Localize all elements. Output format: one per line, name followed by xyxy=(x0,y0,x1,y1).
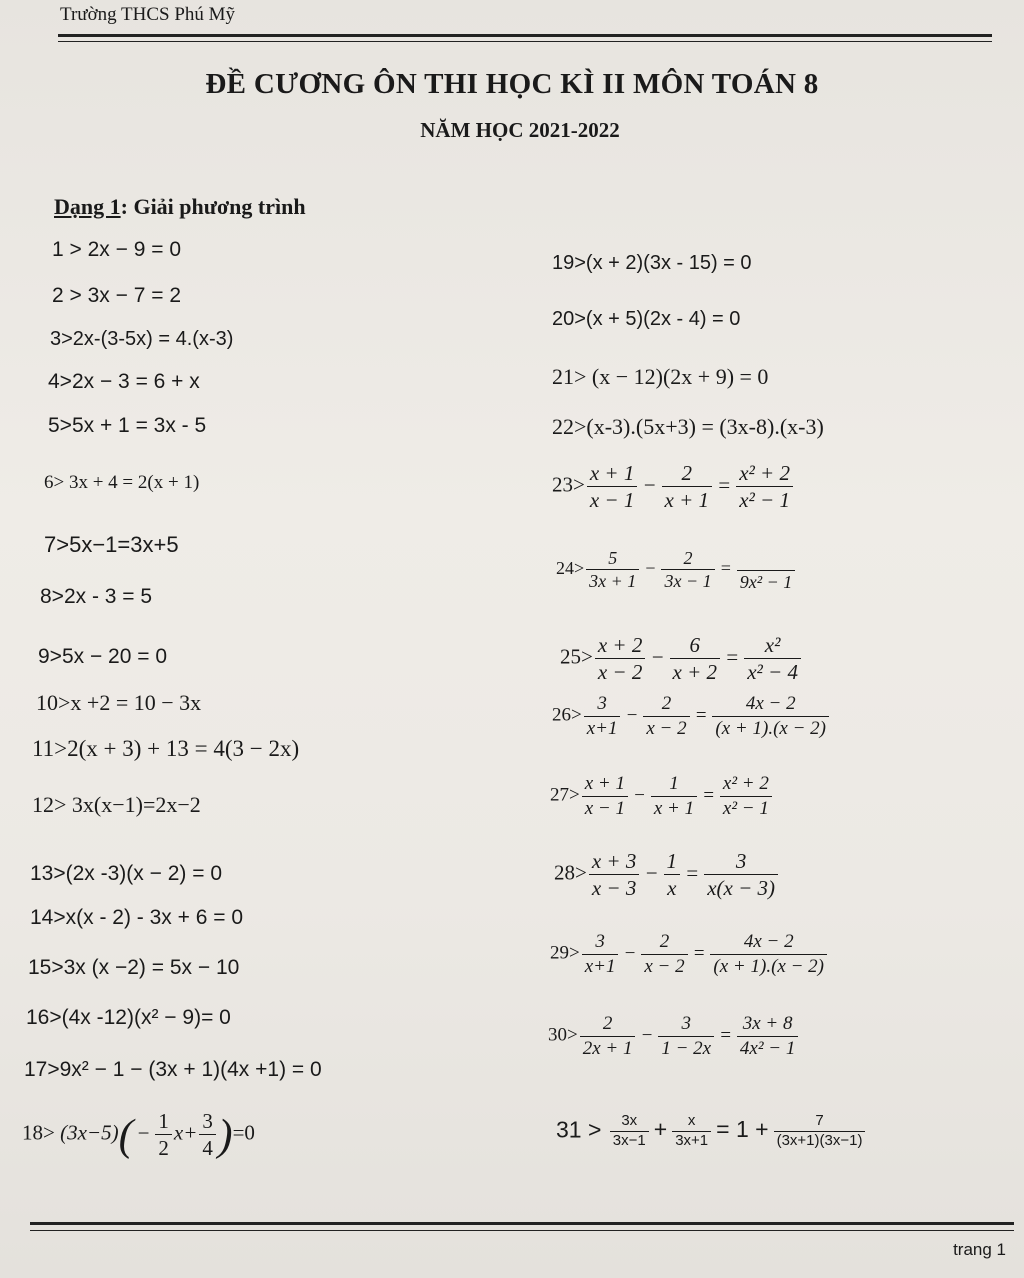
school-name: Trường THCS Phú Mỹ xyxy=(60,4,236,25)
problem-24: 24> $\frac{5}{3x + 1}$ − $\frac{2}{3x - 1}$ = 9x² − 1 xyxy=(556,546,797,594)
problem-26: 26> $\frac{3}{x+1}$ − $\frac{2}{x - 2}$ = $\frac{4x - 2}{(x + 1).(x - 2)}$ xyxy=(552,692,831,741)
problem-18-factor: (3x−5) xyxy=(60,1120,119,1145)
problem-6: 6> 3x + 4 = 2(x + 1) xyxy=(44,472,200,493)
problem-18: 18> (3x−5)( − $\frac{1}{2}$ x+ $\frac{3}{4}$ )=0 xyxy=(22,1109,255,1161)
problem-17: 17>9x² − 1 − (3x + 1)(4x +1) = 0 xyxy=(24,1058,322,1081)
problem-2: 2 > 3x − 7 = 2 xyxy=(52,284,182,307)
section-label: Dạng 1 xyxy=(54,194,121,219)
problem-9: 9>5x − 20 = 0 xyxy=(38,645,168,668)
problem-7: 7>5x−1=3x+5 xyxy=(44,532,179,557)
problem-14: 14>x(x - 2) - 3x + 6 = 0 xyxy=(30,906,244,929)
problem-10: 10>x +2 = 10 − 3x xyxy=(36,690,202,715)
problem-13: 13>(2x -3)(x − 2) = 0 xyxy=(30,862,223,885)
paren-open: ( xyxy=(118,1110,134,1160)
problem-28: 28> $\frac{x + 3}{x - 3}$ − $\frac{1}{x}$ = $\frac{3}{x(x - 3)}$ xyxy=(554,848,780,902)
problem-5: 5>5x + 1 = 3x - 5 xyxy=(48,414,207,437)
problem-16: 16>(4x -12)(x² − 9)= 0 xyxy=(26,1006,231,1029)
school-year: NĂM HỌC 2021-2022 xyxy=(420,118,620,142)
problem-27: 27> $\frac{x + 1}{x - 1}$ − $\frac{1}{x + 1}$ = $\frac{\text{x² + 2}}{\text{x² − 1}}$ xyxy=(550,772,774,821)
problem-1: 1 > 2x − 9 = 0 xyxy=(52,238,182,261)
footer-rule xyxy=(30,1222,1014,1231)
problem-4: 4>2x − 3 = 6 + x xyxy=(48,370,200,393)
problem-31: 31 > $\frac{3x}{3x-1}$ + $\frac{x}{3x+1}$ = 1 + $\frac{7}{(3x+1)(3x-1)}$ xyxy=(556,1112,867,1151)
page-number: trang 1 xyxy=(953,1240,1006,1259)
problem-23: 23> $\frac{x + 1}{x - 1}$ − $\frac{2}{x + 1}$ = $\frac{\text{x² + 2}}{\text{x² − 1}}$ xyxy=(552,460,795,514)
problem-12: 12> 3x(x−1)=2x−2 xyxy=(32,792,201,817)
problem-19: 19>(x + 2)(3x - 15) = 0 xyxy=(552,252,752,274)
section-heading xyxy=(54,194,306,220)
fraction-three-quarters: $\frac{3}{4}$ xyxy=(199,1108,216,1162)
problem-11: 11>2(x + 3) + 13 = 4(3 − 2x) xyxy=(32,736,300,761)
fraction-half: $\frac{1}{2}$ xyxy=(155,1108,172,1162)
problem-3: 3>2x-(3-5x) = 4.(x-3) xyxy=(50,328,234,350)
problem-30: 30> $\frac{2}{2x + 1}$ − $\frac{3}{1 - 2x}$ = $\frac{3x + 8}{\text{4x² − 1}}$ xyxy=(548,1012,800,1061)
problem-25: 25> $\frac{x + 2}{x - 2}$ − $\frac{6}{x + 2}$ = $\frac{\text{x²}}{\text{x² − 4}}$ xyxy=(560,632,803,686)
section-text: : Giải phương trình xyxy=(120,194,306,219)
problem-21: 21> (x − 12)(2x + 9) = 0 xyxy=(552,364,769,389)
problem-22: 22>(x-3).(5x+3) = (3x-8).(x-3) xyxy=(552,414,824,439)
problem-8: 8>2x - 3 = 5 xyxy=(40,585,153,608)
paren-close: ) xyxy=(217,1110,233,1160)
problem-18-number: 18> xyxy=(22,1120,55,1145)
header-rule xyxy=(58,34,992,42)
document-title: ĐỀ CƯƠNG ÔN THI HỌC KÌ II MÔN TOÁN 8 xyxy=(205,68,819,100)
minus-sign: − xyxy=(136,1120,151,1145)
problem-15: 15>3x (x −2) = 5x − 10 xyxy=(28,956,240,979)
problem-29: 29> $\frac{3}{x+1}$ − $\frac{2}{x - 2}$ = $\frac{4x - 2}{(x + 1).(x - 2)}$ xyxy=(550,930,829,979)
problem-20: 20>(x + 5)(2x - 4) = 0 xyxy=(552,308,741,330)
